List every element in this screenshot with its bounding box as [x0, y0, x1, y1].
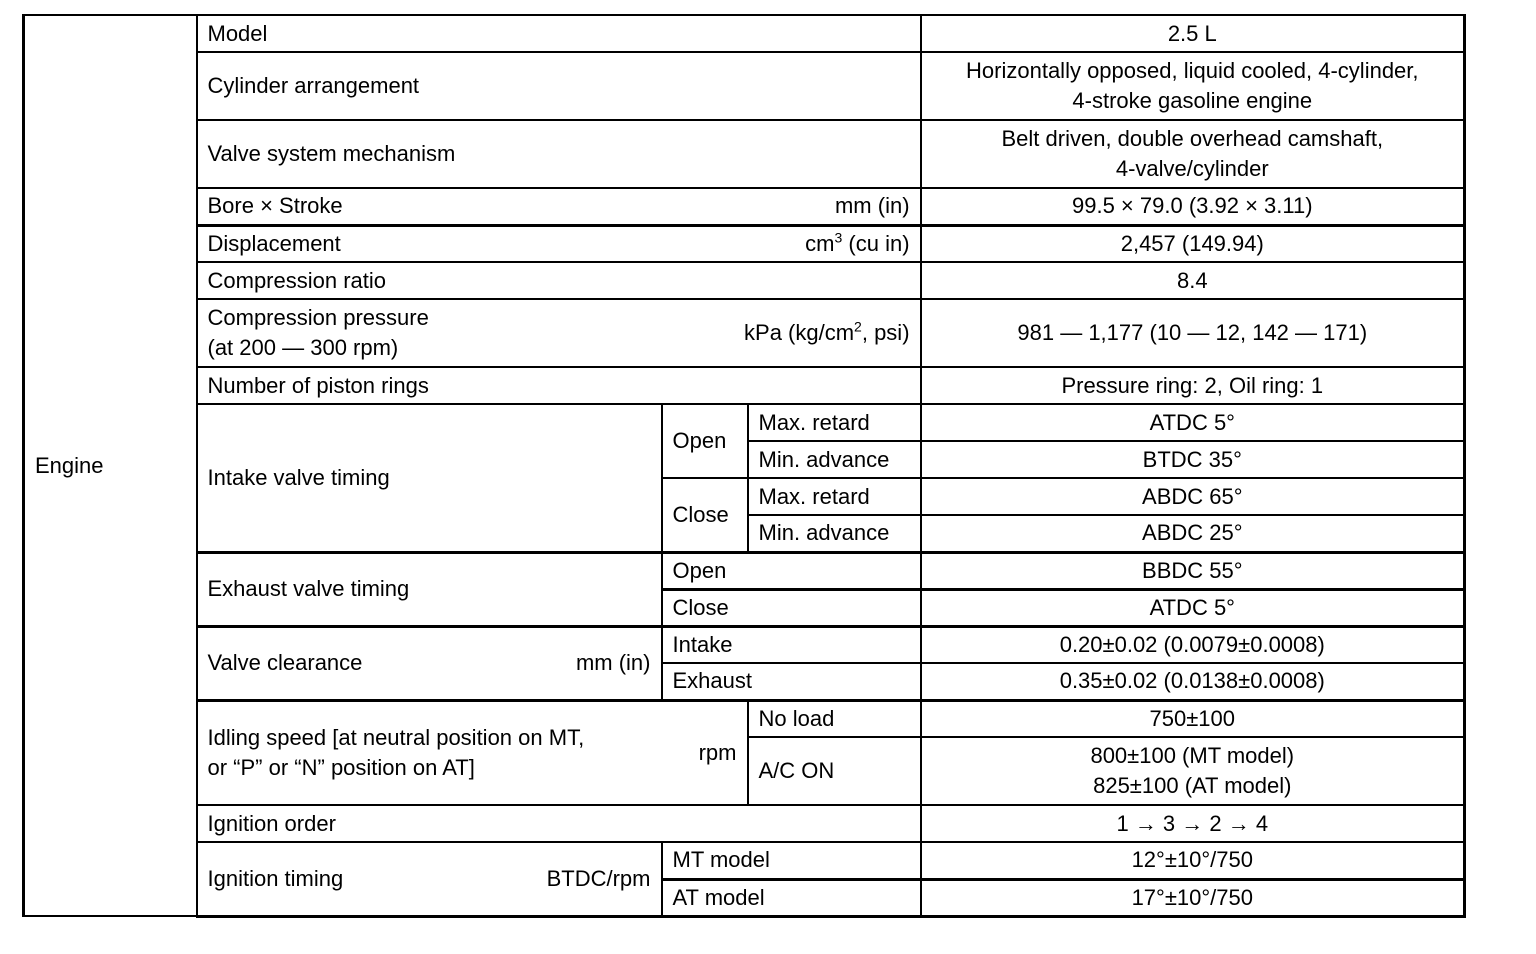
idling-no-load-value: 750±100 — [921, 700, 1465, 737]
exhaust-open-label: Open — [662, 552, 921, 589]
displacement-unit: $cm^3$ (cu in) — [805, 229, 910, 256]
valve-clearance-intake-label: Intake — [662, 626, 921, 663]
intake-open-max-label: Max. retard — [748, 404, 921, 441]
ignition-timing-mt-value: 12°±10°/750 — [921, 842, 1465, 879]
valve-system-label: Valve system mechanism — [197, 120, 921, 188]
idling-ac-on-value: 800±100 (MT model) 825±100 (AT model) — [921, 737, 1465, 805]
compression-ratio-value: 8.4 — [921, 262, 1465, 299]
exhaust-close-label: Close — [662, 589, 921, 626]
valve-clearance-label: Valve clearance mm (in) — [197, 626, 662, 700]
displacement-value: 2,457 (149.94) — [921, 225, 1465, 262]
section-engine-label: Engine — [24, 15, 197, 916]
displacement-label: Displacement $cm^3$ (cu in) — [197, 225, 921, 262]
ignition-order-value: 1 → 3 → 2 → 4 — [921, 805, 1465, 842]
ignition-timing-unit: BTDC/rpm — [546, 865, 651, 891]
compression-ratio-label: Compression ratio — [197, 262, 921, 299]
compression-pressure-label: Compression pressure (at 200 — 300 rpm) kPa ($kg/cm^2$, psi) — [197, 299, 921, 367]
intake-open-label: Open — [662, 404, 748, 478]
ignition-timing-at-label: AT model — [662, 879, 921, 916]
valve-clearance-intake-value: 0.20±0.02 (0.0079±0.0008) — [921, 626, 1465, 663]
valve-clearance-unit: mm (in) — [575, 650, 651, 675]
idling-ac-on-label: A/C ON — [748, 737, 921, 805]
intake-valve-timing-label: Intake valve timing — [197, 404, 662, 552]
piston-rings-value: Pressure ring: 2, Oil ring: 1 — [921, 367, 1465, 404]
ignition-timing-mt-label: MT model — [662, 842, 921, 879]
idling-speed-label: Idling speed [at neutral position on MT, or “P” or “N” position on AT] rpm — [197, 700, 748, 805]
model-value: 2.5 L — [921, 15, 1465, 52]
intake-open-max-value: ATDC 5° — [921, 404, 1465, 441]
intake-close-max-label: Max. retard — [748, 478, 921, 515]
exhaust-open-value: BBDC 55° — [921, 552, 1465, 589]
idling-speed-unit: rpm — [698, 739, 737, 765]
ignition-order-label: Ignition order — [197, 805, 921, 842]
ignition-timing-at-value: 17°±10°/750 — [921, 879, 1465, 916]
intake-close-max-value: ABDC 65° — [921, 478, 1465, 515]
intake-close-min-value: ABDC 25° — [921, 515, 1465, 552]
intake-close-label: Close — [662, 478, 748, 552]
exhaust-valve-timing-label: Exhaust valve timing — [197, 552, 662, 626]
intake-close-min-label: Min. advance — [748, 515, 921, 552]
compression-pressure-unit: kPa ($kg/cm^2$, psi) — [744, 318, 910, 345]
idling-no-load-label: No load — [748, 700, 921, 737]
bore-stroke-label: Bore × Stroke mm (in) — [197, 188, 921, 225]
cylinder-arrangement-label: Cylinder arrangement — [197, 52, 921, 120]
model-label: Model — [197, 15, 921, 52]
bore-stroke-value: 99.5 × 79.0 (3.92 × 3.11) — [921, 188, 1465, 225]
valve-clearance-exhaust-value: 0.35±0.02 (0.0138±0.0008) — [921, 663, 1465, 700]
cylinder-arrangement-value: Horizontally opposed, liquid cooled, 4-cylinder, 4-stroke gasoline engine — [921, 52, 1465, 120]
engine-spec-table — [22, 14, 1466, 918]
compression-pressure-value: 981 — 1,177 (10 — 12, 142 — 171) — [921, 299, 1465, 367]
valve-clearance-exhaust-label: Exhaust — [662, 663, 921, 700]
piston-rings-label: Number of piston rings — [197, 367, 921, 404]
intake-open-min-label: Min. advance — [748, 441, 921, 478]
bore-stroke-unit: mm (in) — [834, 193, 910, 219]
valve-system-value: Belt driven, double overhead camshaft, 4-valve/cylinder — [921, 120, 1465, 188]
intake-open-min-value: BTDC 35° — [921, 441, 1465, 478]
exhaust-close-value: ATDC 5° — [921, 589, 1465, 626]
ignition-timing-label: Ignition timing BTDC/rpm — [197, 842, 662, 916]
